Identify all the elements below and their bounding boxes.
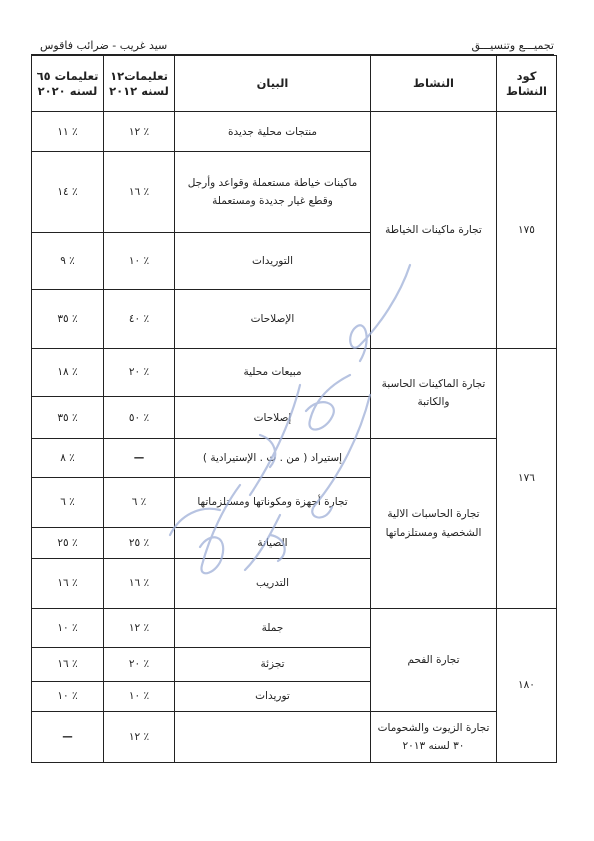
activity-name-cell: تجارة الحاسبات الالية الشخصية ومستلزماتها xyxy=(371,439,497,609)
table-body xyxy=(32,112,557,763)
rate-2020-cell: ٪ ٩ xyxy=(32,233,104,290)
statement-cell xyxy=(175,712,371,763)
statement-cell: الإصلاحات xyxy=(175,289,371,348)
rate-2012-cell: ٪ ١٢ xyxy=(104,712,175,763)
table-row xyxy=(32,439,557,477)
statement-cell: منتجات محلية جديدة xyxy=(175,112,371,152)
activity-name-cell: تجارة ماكينات الخياطة xyxy=(371,112,497,349)
statement-cell: إستيراد ( من . ت . الإستيرادية ) xyxy=(175,439,371,477)
statement-cell: توريدات xyxy=(175,682,371,712)
statement-cell: تجزئة xyxy=(175,647,371,681)
rate-2012-cell: ٪ ١٢ xyxy=(104,609,175,647)
activity-name-cell: تجارة الفحم xyxy=(371,609,497,712)
rate-2020-cell: ٪ ١٠ xyxy=(32,682,104,712)
header-rate-2020: تعليمات ٦٥ لسنه ٢٠٢٠ xyxy=(32,56,104,112)
rate-2020-cell: — xyxy=(32,712,104,763)
statement-cell: التدريب xyxy=(175,558,371,609)
table-row xyxy=(32,609,557,647)
header-activity: النشاط xyxy=(371,56,497,112)
statement-cell: التوريدات xyxy=(175,233,371,290)
rate-2020-cell: ٪ ١٨ xyxy=(32,348,104,397)
statement-cell: جملة xyxy=(175,609,371,647)
tax-rates-table xyxy=(31,55,557,763)
header-code: كود النشاط xyxy=(497,56,557,112)
rate-2020-cell: ٪ ١٠ xyxy=(32,609,104,647)
rate-2012-cell: ٪ ٢٠ xyxy=(104,348,175,397)
table-header-row xyxy=(32,56,557,112)
header-rate-2012: تعليمات١٢ لسنه ٢٠١٢ xyxy=(104,56,175,112)
rate-2012-cell: ٪ ١٠ xyxy=(104,233,175,290)
rate-2020-cell: ٪ ٦ xyxy=(32,477,104,528)
header-compiler-label: تجميـــع وتنسيـــق xyxy=(471,39,554,52)
header-author-label: سيد غريب - ضرائب فاقوس xyxy=(40,39,168,52)
rate-2012-cell: ٪ ١٢ xyxy=(104,112,175,152)
activity-code-cell: ١٨٠ xyxy=(497,609,557,763)
table-row xyxy=(32,348,557,397)
table-row xyxy=(32,712,557,763)
statement-cell: مبيعات محلية xyxy=(175,348,371,397)
rate-2012-cell: ٪ ٥٠ xyxy=(104,397,175,439)
table-row xyxy=(32,112,557,152)
rate-2020-cell: ٪ ١٦ xyxy=(32,558,104,609)
rate-2012-cell: — xyxy=(104,439,175,477)
rate-2012-cell: ٪ ٤٠ xyxy=(104,289,175,348)
activity-code-cell: ١٧٦ xyxy=(497,348,557,609)
rate-2012-cell: ٪ ١٦ xyxy=(104,558,175,609)
activity-name-cell: تجارة الماكينات الحاسبة والكاتبة xyxy=(371,348,497,439)
rate-2020-cell: ٪ ٨ xyxy=(32,439,104,477)
rate-2020-cell: ٪ ٢٥ xyxy=(32,528,104,558)
rate-2020-cell: ٪ ١٤ xyxy=(32,152,104,233)
rate-2020-cell: ٪ ٣٥ xyxy=(32,289,104,348)
rate-2012-cell: ٪ ٢٠ xyxy=(104,647,175,681)
rate-2012-cell: ٪ ٦ xyxy=(104,477,175,528)
header-statement: البيان xyxy=(175,56,371,112)
statement-cell: ماكينات خياطة مستعملة وقواعد وأرجل وقطع غيار جديدة ومستعملة xyxy=(175,152,371,233)
activity-code-cell: ١٧٥ xyxy=(497,112,557,349)
rate-2020-cell: ٪ ٣٥ xyxy=(32,397,104,439)
statement-cell: تجارة أجهزة ومكوناتها ومستلزماتها xyxy=(175,477,371,528)
activity-name-cell: تجارة الزيوت والشحومات ٣٠ لسنه ٢٠١٣ xyxy=(371,712,497,763)
statement-cell: إصلاحات xyxy=(175,397,371,439)
rate-2012-cell: ٪ ٢٥ xyxy=(104,528,175,558)
rate-2020-cell: ٪ ١١ xyxy=(32,112,104,152)
statement-cell: الصيانة xyxy=(175,528,371,558)
rate-2020-cell: ٪ ١٦ xyxy=(32,647,104,681)
rate-2012-cell: ٪ ١٦ xyxy=(104,152,175,233)
rate-2012-cell: ٪ ١٠ xyxy=(104,682,175,712)
